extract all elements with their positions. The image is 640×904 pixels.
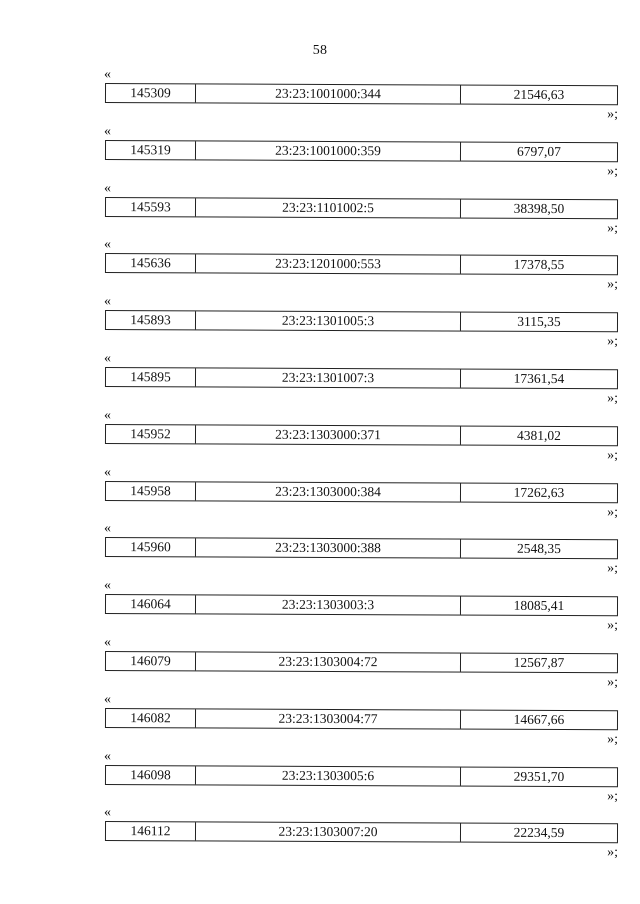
cell-value: 29351,70: [513, 768, 565, 784]
open-quote: «: [104, 748, 111, 764]
close-quote: »;: [607, 107, 618, 122]
close-quote: »;: [607, 674, 618, 690]
open-quote: «: [104, 634, 111, 650]
cell-value: 6797,07: [517, 143, 561, 159]
table-entry: [0, 636, 640, 693]
cell-id: 146079: [106, 652, 196, 670]
close-quote: »;: [607, 618, 618, 634]
cell-id: 145952: [106, 425, 196, 443]
open-quote: «: [104, 180, 111, 196]
table-row: [105, 197, 618, 219]
table-row: [105, 253, 618, 275]
table-entry: [0, 352, 640, 409]
table-row: [105, 140, 618, 162]
open-quote: «: [104, 464, 111, 480]
table-entry: [0, 238, 640, 295]
cell-value: 12567,87: [513, 654, 565, 670]
table-row: [105, 765, 618, 787]
cell-id: 145593: [106, 198, 196, 216]
cell-value: 22234,59: [513, 825, 565, 841]
table-row: [105, 537, 618, 559]
cell-id: 145319: [106, 141, 196, 159]
cell-cadastral-number: 23:23:1303003:3: [196, 596, 461, 615]
table-row: [105, 481, 618, 503]
cell-id: 146082: [106, 709, 196, 727]
close-quote: »;: [607, 220, 618, 236]
table-entry: [0, 466, 640, 523]
cell-cadastral-number: 23:23:1303000:371: [196, 425, 461, 444]
table-row: [105, 821, 618, 843]
table-entry: [0, 522, 640, 579]
cell-cadastral-number: 23:23:1101002:5: [196, 198, 461, 217]
table-entry: [0, 295, 640, 352]
cell-value: 21546,63: [513, 86, 565, 103]
table-entry: [0, 125, 640, 182]
close-quote: »;: [607, 163, 618, 179]
close-quote: »;: [607, 845, 618, 861]
open-quote: «: [104, 350, 111, 366]
cell-cadastral-number: 23:23:1303004:72: [196, 652, 461, 671]
close-quote: »;: [607, 731, 618, 747]
close-quote: »;: [607, 788, 618, 804]
cell-id: 145309: [106, 84, 196, 102]
cell-id: 145636: [106, 254, 196, 272]
cell-value: 38398,50: [513, 200, 565, 216]
close-quote: »;: [607, 390, 618, 406]
table-row: [105, 651, 618, 673]
cell-value: 2548,35: [517, 541, 561, 557]
close-quote: »;: [607, 334, 618, 350]
cell-id: 146112: [106, 822, 196, 840]
table-entry: [0, 182, 640, 239]
cell-id: 145958: [106, 482, 196, 500]
cell-cadastral-number: 23:23:1001000:344: [196, 84, 461, 103]
table-entry: [0, 693, 640, 750]
open-quote: «: [104, 67, 111, 82]
table-entry: [0, 68, 640, 125]
close-quote: »;: [607, 277, 618, 293]
open-quote: «: [104, 521, 111, 537]
table-row: [105, 594, 618, 616]
cell-id: 146098: [106, 766, 196, 784]
open-quote: «: [104, 237, 111, 253]
open-quote: «: [104, 691, 111, 707]
table-row: [105, 708, 618, 730]
cell-cadastral-number: 23:23:1303007:20: [196, 823, 461, 842]
table-row: [105, 83, 618, 105]
table-entry: [0, 409, 640, 466]
table-row: [105, 310, 618, 332]
open-quote: «: [104, 123, 111, 139]
open-quote: «: [104, 407, 111, 423]
table-entries: [0, 68, 640, 863]
table-entry: [0, 806, 640, 863]
page-number: 58: [312, 43, 328, 58]
table-row: [105, 367, 618, 389]
cell-id: 145895: [106, 368, 196, 386]
table-row: [105, 424, 618, 446]
cell-id: 145893: [106, 311, 196, 329]
table-entry: [0, 579, 640, 636]
cell-cadastral-number: 23:23:1303000:384: [196, 482, 461, 501]
cell-cadastral-number: 23:23:1303000:388: [196, 539, 461, 558]
cell-cadastral-number: 23:23:1001000:359: [196, 141, 461, 160]
cell-cadastral-number: 23:23:1303004:77: [196, 709, 461, 728]
open-quote: «: [104, 294, 111, 310]
table-entry: [0, 750, 640, 807]
cell-value: 18085,41: [513, 597, 565, 614]
cell-cadastral-number: 23:23:1301007:3: [196, 368, 461, 387]
close-quote: »;: [607, 447, 618, 463]
cell-value: 17378,55: [513, 257, 565, 273]
cell-id: 146064: [106, 595, 196, 613]
open-quote: «: [104, 805, 111, 821]
cell-value: 14667,66: [513, 711, 565, 727]
close-quote: »;: [607, 561, 618, 577]
cell-value: 3115,35: [517, 313, 561, 330]
cell-cadastral-number: 23:23:1301005:3: [196, 312, 461, 331]
cell-value: 4381,02: [517, 427, 561, 443]
cell-value: 17361,54: [513, 370, 565, 386]
open-quote: «: [104, 578, 111, 594]
close-quote: »;: [607, 504, 618, 520]
cell-id: 145960: [106, 538, 196, 556]
cell-value: 17262,63: [513, 484, 565, 500]
cell-cadastral-number: 23:23:1303005:6: [196, 766, 461, 785]
cell-cadastral-number: 23:23:1201000:553: [196, 255, 461, 274]
